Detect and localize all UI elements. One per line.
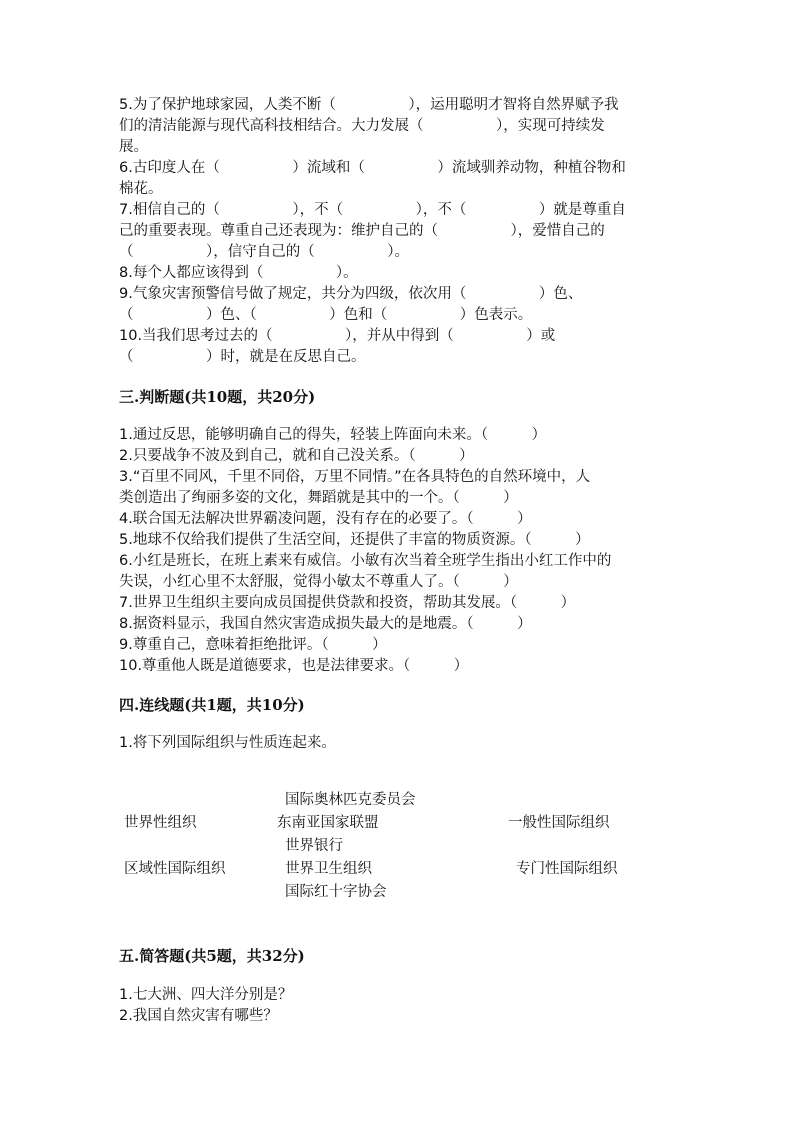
question-line: 2.只要战争不波及到自己，就和自己没关系。（ ）: [119, 448, 474, 464]
question-line: 6.小红是班长，在班上素来有威信。小敏有次当着全班学生指出小红工作中的: [119, 553, 612, 569]
matching-middle-item: 国际奥林匹克委员会: [285, 792, 416, 808]
question-line: 6.古印度人在（ ）流域和（ ）流域驯养动物，种植谷物和: [119, 160, 626, 176]
question-line: （ ），信守自己的（ ）。: [119, 244, 409, 260]
question-line: 展。: [119, 139, 148, 155]
question-line: 7.相信自己的（ ），不（ ），不（ ）就是尊重自: [119, 202, 626, 218]
question-line: （ ）色、（ ）色和（ ）色表示。: [119, 307, 533, 323]
question-line: 失误，小红心里不太舒服，觉得小敏太不尊重人了。（ ）: [119, 574, 518, 590]
matching-left-item: 区域性国际组织: [124, 861, 226, 877]
question-line: 1.七大洲、四大洋分别是？: [119, 987, 293, 1003]
matching-right-item: 一般性国际组织: [508, 815, 610, 831]
question-line: 8.据资料显示，我国自然灾害造成损失最大的是地震。（ ）: [119, 616, 532, 632]
matching-middle-item: 世界卫生组织: [285, 861, 372, 877]
question-line: 10.尊重他人既是道德要求，也是法律要求。（ ）: [119, 658, 469, 674]
question-line: 9.气象灾害预警信号做了规定，共分为四级，依次用（ ）色、: [119, 286, 583, 302]
matching-right-item: 专门性国际组织: [516, 861, 618, 877]
question-line: 8.每个人都应该得到（ ）。: [119, 265, 358, 281]
question-line: 5.地球不仅给我们提供了生活空间，还提供了丰富的物质资源。（ ）: [119, 532, 590, 548]
question-line: 4.联合国无法解决世界霸凌问题，没有存在的必要了。（ ）: [119, 511, 532, 527]
question-line: 1.将下列国际组织与性质连起来。: [119, 735, 336, 751]
question-line: 7.世界卫生组织主要向成员国提供贷款和投资，帮助其发展。（ ）: [119, 595, 576, 611]
section-heading: 五.简答题(共5题，共32分): [119, 947, 305, 965]
question-line: （ ）时，就是在反思自己。: [119, 349, 366, 365]
section-heading: 三.判断题(共10题，共20分): [119, 388, 316, 406]
matching-middle-item: 世界银行: [285, 838, 343, 854]
question-line: 10.当我们思考过去的（ ），并从中得到（ ）或: [119, 328, 556, 344]
question-line: 类创造出了绚丽多姿的文化，舞蹈就是其中的一个。（ ）: [119, 490, 518, 506]
question-line: 棉花。: [119, 181, 163, 197]
question-line: 3.“百里不同风，千里不同俗，万里不同情。”在各具特色的自然环境中，人: [119, 469, 591, 485]
matching-left-item: 世界性组织: [124, 815, 197, 831]
question-line: 己的重要表现。尊重自己还表现为：维护自己的（ ），爱惜自己的: [119, 223, 605, 239]
matching-middle-item: 东南亚国家联盟: [277, 815, 379, 831]
question-line: 9.尊重自己，意味着拒绝批评。（ ）: [119, 637, 387, 653]
section-heading: 四.连线题(共1题，共10分): [119, 696, 305, 714]
question-line: 2.我国自然灾害有哪些？: [119, 1008, 278, 1024]
question-line: 5.为了保护地球家园，人类不断（ ），运用聪明才智将自然界赋予我: [119, 97, 619, 113]
matching-middle-item: 国际红十字协会: [285, 884, 387, 900]
question-line: 们的清洁能源与现代高科技相结合。大力发展（ ），实现可持续发: [119, 118, 605, 134]
question-line: 1.通过反思，能够明确自己的得失，轻装上阵面向未来。（ ）: [119, 427, 547, 443]
